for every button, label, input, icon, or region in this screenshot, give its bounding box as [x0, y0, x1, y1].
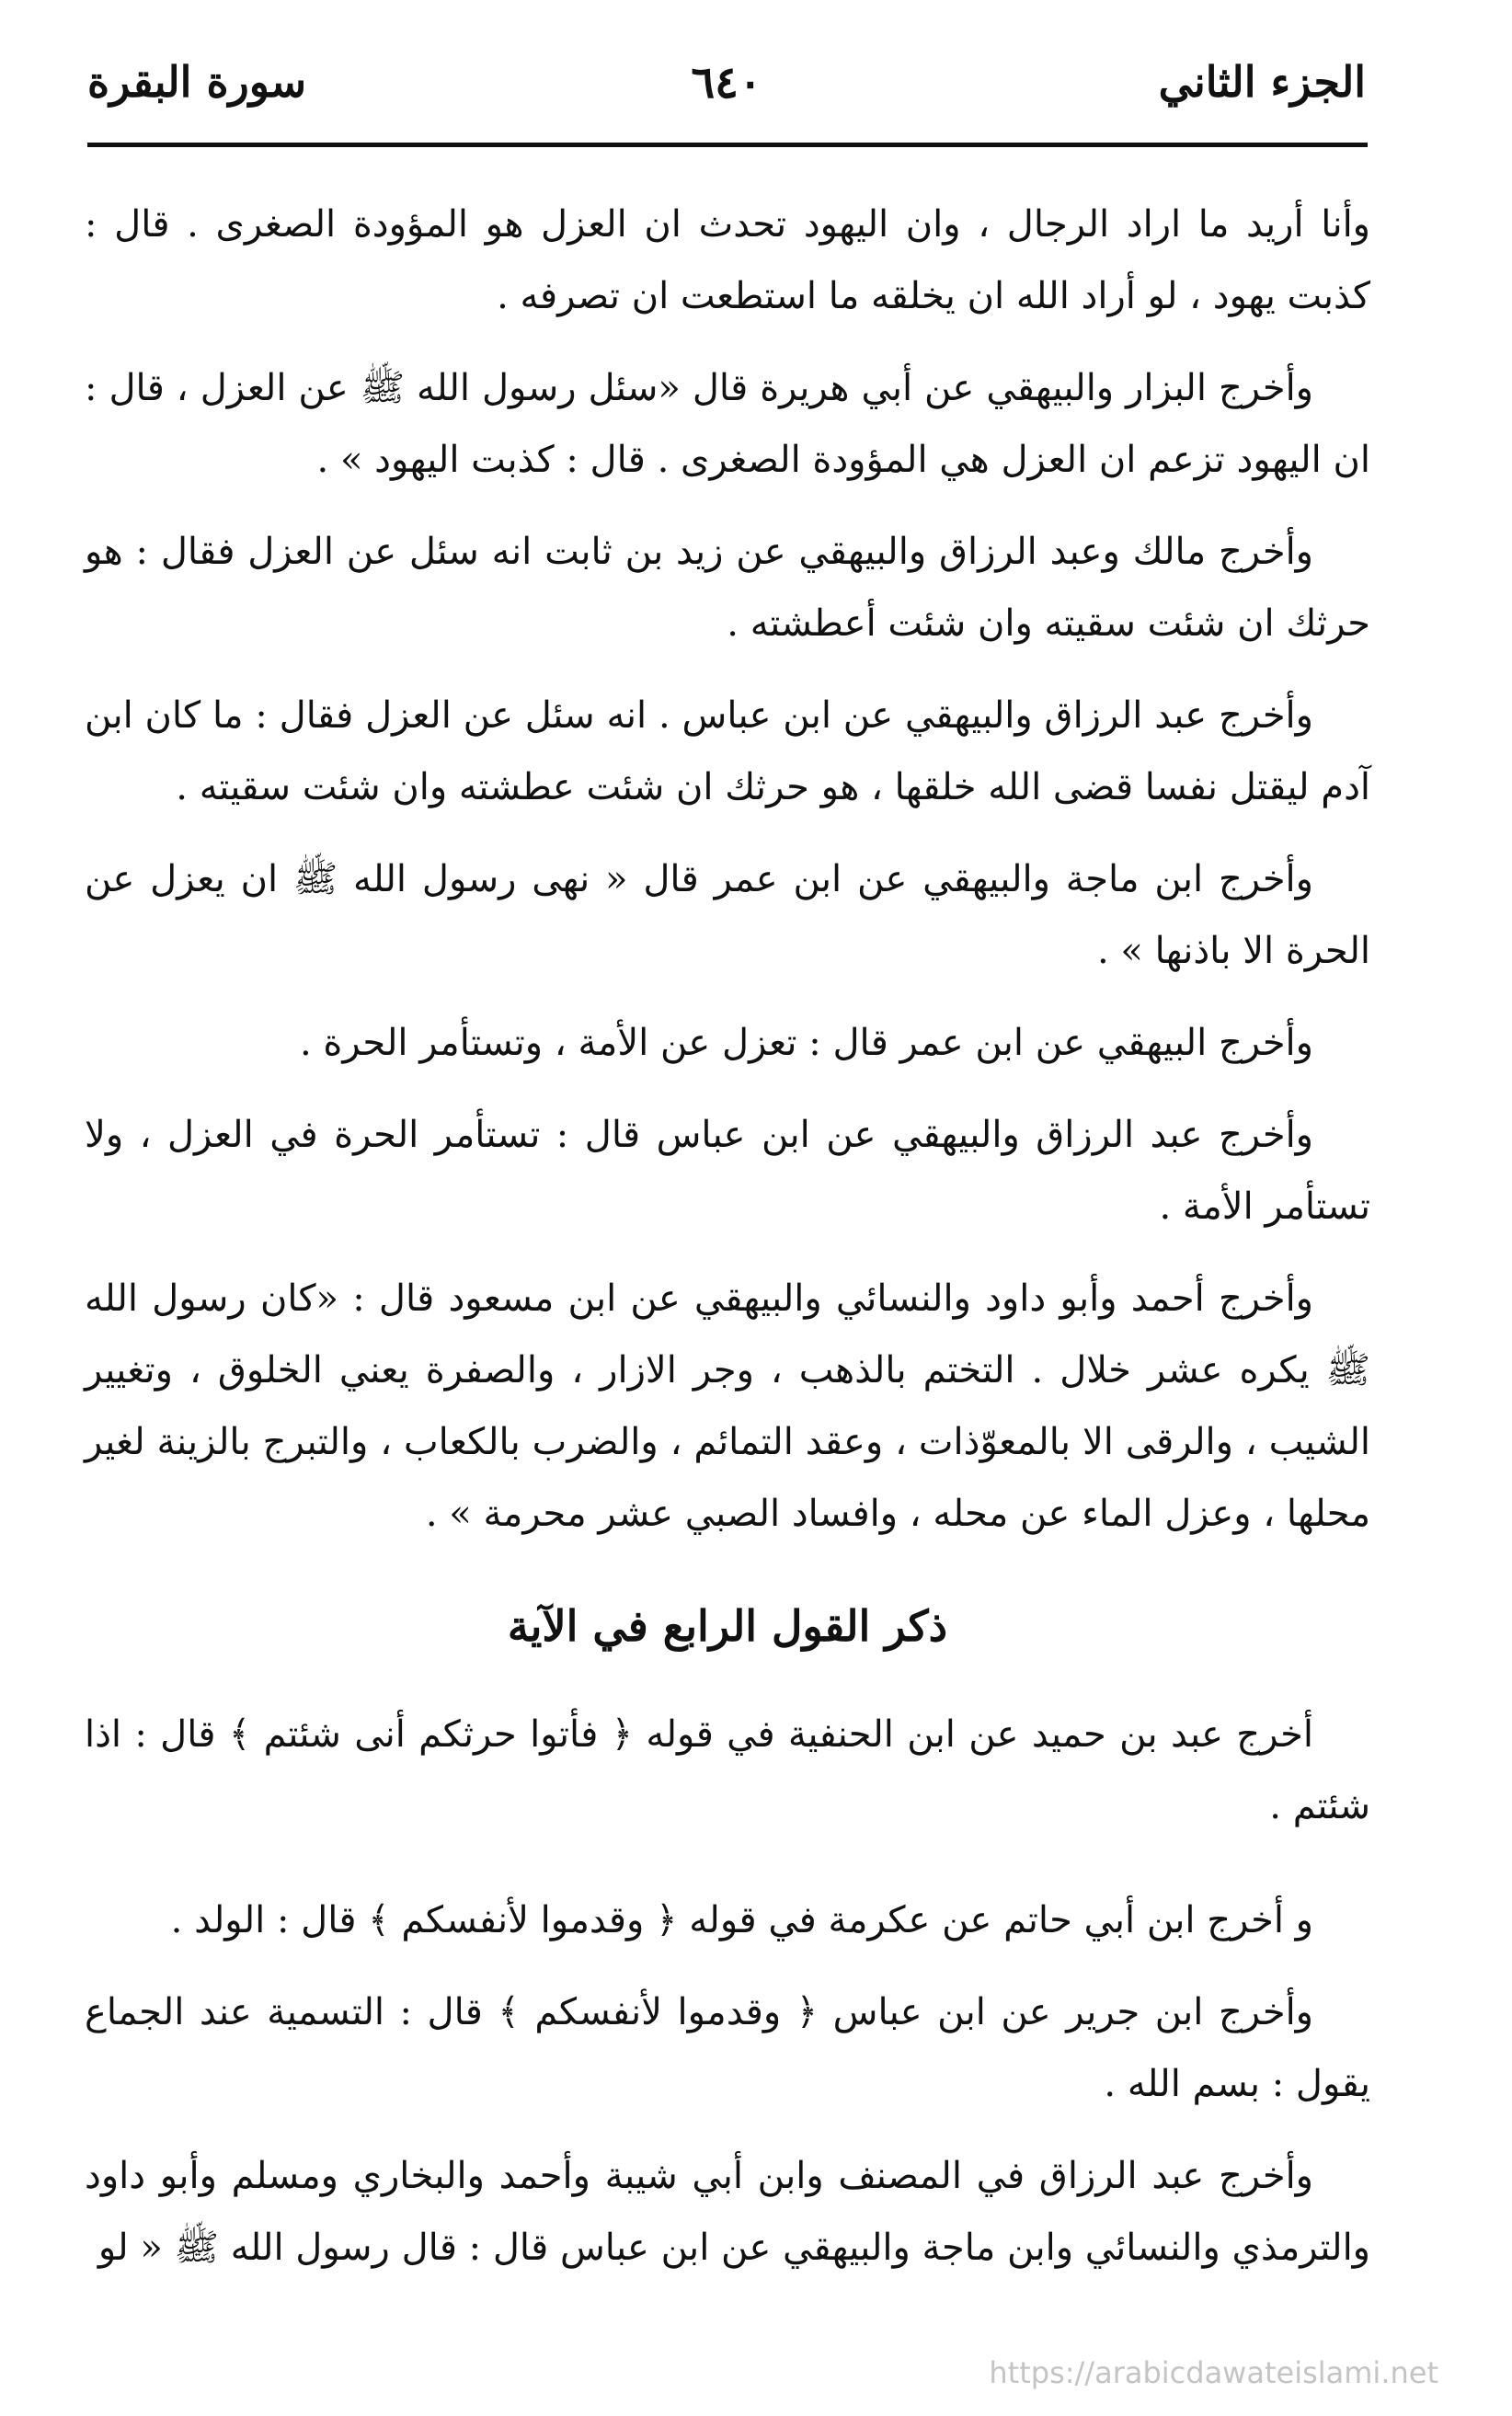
paragraph: و أخرج ابن أبي حاتم عن عكرمة في قوله ﴿ وقدموا لأنفسكم ﴾ قال : الولد .	[170, 1899, 1313, 1941]
paragraph: وأخرج عبد الرزاق والبيهقي عن ابن عباس قال : تستأمر الحرة في العزل ، ولا تستأمر الأمة .	[85, 1114, 1370, 1228]
paragraph: وأخرج ابن ماجة والبيهقي عن ابن عمر قال « نهى رسول الله ﷺ ان يعزل عن الحرة الا باذنها » .	[85, 858, 1370, 972]
surah-title: سورة البقرة	[87, 57, 307, 107]
body-text	[85, 189, 1370, 2304]
paragraph: وأخرج ابن جرير عن ابن عباس ﴿ وقدموا لأنفسكم ﴾ قال : التسمية عند الجماع يقول : بسم الله .	[85, 1991, 1370, 2105]
paragraph: وأخرج عبد الرزاق والبيهقي عن ابن عباس . انه سئل عن العزل فقال : ما كان ابن آدم ليقتل نفسا قضى الله خلقها ، هو حرثك ان شئت عطشته وان شئت سقيته .	[85, 694, 1370, 808]
paragraph: وأخرج البزار والبيهقي عن أبي هريرة قال «سئل رسول الله ﷺ عن العزل ، قال : ان اليهود تزعم ان العزل هي المؤودة الصغرى . قال : كذبت اليهود » .	[85, 367, 1370, 481]
paragraph: وأخرج عبد الرزاق في المصنف وابن أبي شيبة وأحمد والبخاري ومسلم وأبو داود والترمذي والنسائي وابن ماجة والبيهقي عن ابن عباس قال : قال رسول الله ﷺ « لو	[85, 2155, 1370, 2269]
paragraph: وأخرج مالك وعبد الرزاق والبيهقي عن زيد بن ثابت انه سئل عن العزل فقال : هو حرثك ان شئت سقيته وان شئت أعطشته .	[85, 531, 1370, 645]
header-divider	[87, 143, 1368, 147]
paragraph: وأخرج أحمد وأبو داود والنسائي والبيهقي عن ابن مسعود قال : «كان رسول الله ﷺ يكره عشر خلال . التختم بالذهب ، وجر الازار ، والصفرة يعني الخلوق ، وتغيير الشيب ، والرقى الا بالمعوّذات ، وعقد التمائم ، والضرب بالكعاب ، والتبرج بالزينة لغير محلها ، وعزل الماء عن محله ، وافساد الصبي عشر محرمة » .	[85, 1277, 1370, 1535]
section-heading: ذكر القول الرابع في الآية	[507, 1601, 948, 1651]
paragraph: وأنا أريد ما اراد الرجال ، وان اليهود تحدث ان العزل هو المؤودة الصغرى . قال : كذبت يهود ، لو أراد الله ان يخلقه ما استطعت ان تصرفه .	[85, 203, 1370, 317]
paragraph: وأخرج البيهقي عن ابن عمر قال : تعزل عن الأمة ، وتستأمر الحرة .	[299, 1022, 1313, 1064]
part-title: الجزء الثاني	[1158, 57, 1366, 107]
website-watermark: https://arabicdawateislami.net	[989, 2355, 1438, 2390]
page-number: ٦٤٠	[691, 57, 762, 109]
paragraph: أخرج عبد بن حميد عن ابن الحنفية في قوله ﴿ فأتوا حرثكم أنى شئتم ﴾ قال : اذا شئتم .	[85, 1713, 1370, 1827]
page-header	[87, 57, 1366, 131]
